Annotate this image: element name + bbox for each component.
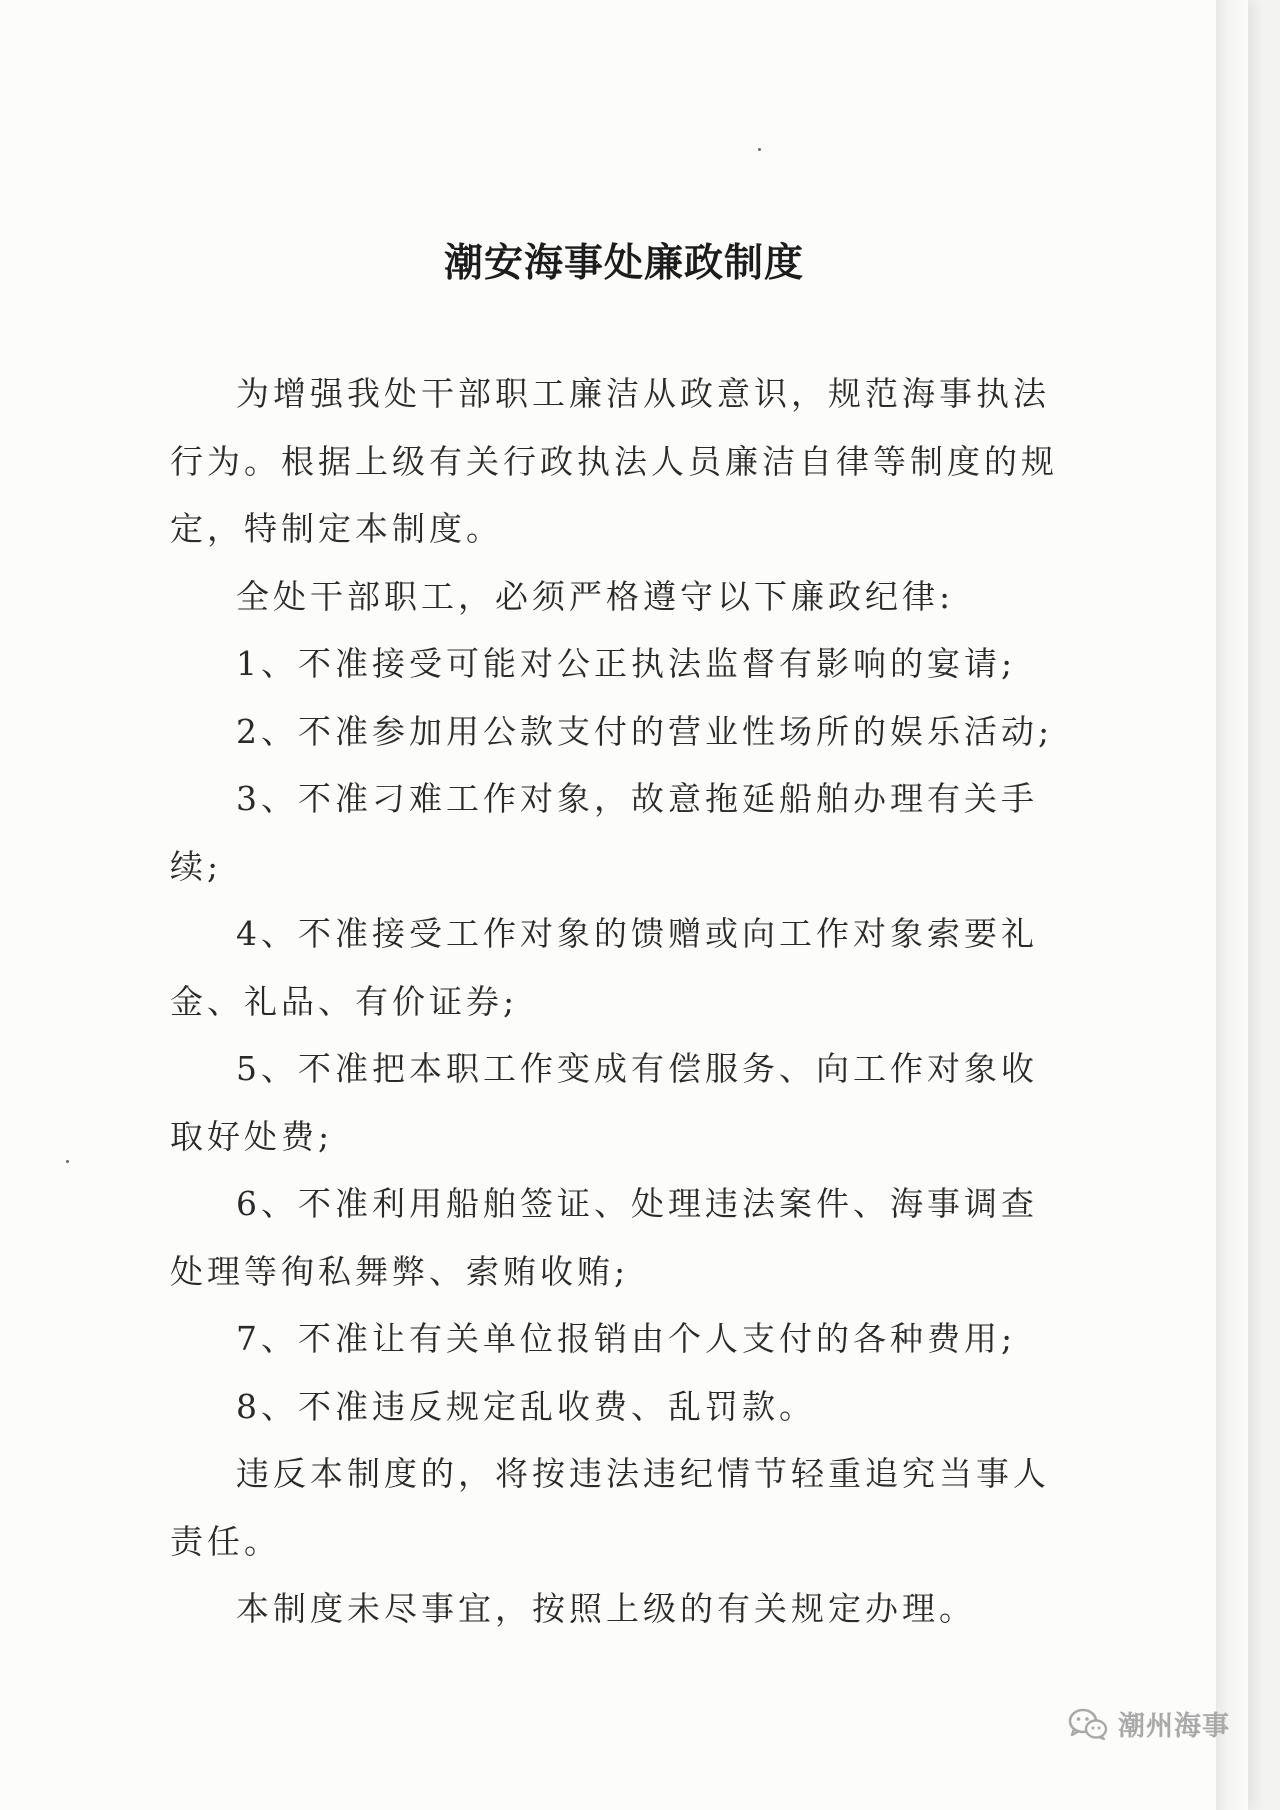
closing-paragraph: 本制度未尽事宜，按照上级的有关规定办理。 xyxy=(236,1589,976,1628)
rules-intro: 全处干部职工，必须严格遵守以下廉政纪律: xyxy=(236,576,955,616)
watermark xyxy=(1068,1704,1230,1743)
scan-speck xyxy=(66,1160,69,1163)
scan-speck xyxy=(758,148,761,151)
document-title: 潮安海事处廉政制度 xyxy=(443,240,804,286)
rule-item: 8、不准违反规定乱收费、乱罚款。 xyxy=(236,1386,816,1426)
rule-item: 6、不准利用船舶签证、处理违法案件、海事调查处理等徇私舞弊、索贿收贿; xyxy=(170,1184,1038,1291)
wechat-icon xyxy=(1068,1708,1108,1740)
rule-item: 3、不准刁难工作对象，故意拖延船舶办理有关手续; xyxy=(170,779,1038,886)
rule-item: 5、不准把本职工作变成有偿服务、向工作对象收取好处费; xyxy=(170,1049,1038,1156)
watermark-text: 潮州海事 xyxy=(1118,1711,1230,1742)
rule-item: 4、不准接受工作对象的馈赠或向工作对象索要礼金、礼品、有价证券; xyxy=(170,914,1038,1021)
intro-paragraph: 为增强我处干部职工廉洁从政意识，规范海事执法行为。根据上级有关行政执法人员廉洁自律等制度的规定，特制定本制度。 xyxy=(170,374,1058,548)
document-body xyxy=(170,360,1070,1643)
rule-item: 2、不准参加用公款支付的营业性场所的娱乐活动; xyxy=(236,711,1054,751)
rule-item: 1、不准接受可能对公正执法监督有影响的宴请; xyxy=(236,644,1017,683)
rule-item: 7、不准让有关单位报销由个人支付的各种费用; xyxy=(236,1319,1017,1358)
penalty-paragraph: 违反本制度的，将按违法违纪情节轻重追究当事人责任。 xyxy=(170,1454,1050,1561)
